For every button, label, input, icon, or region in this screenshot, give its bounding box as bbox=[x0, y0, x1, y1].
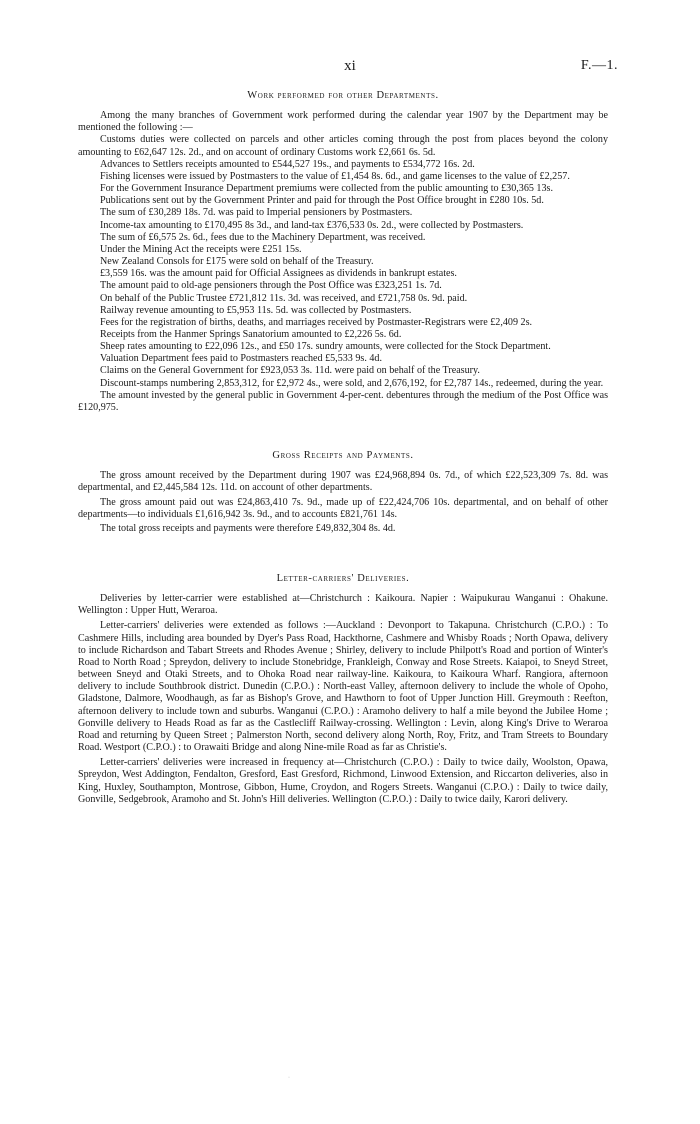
paragraph: Deliveries by letter-carrier were established at—Christchurch : Kaikoura. Napier : Waipukurau Wanganui : Ohakune. Wellington : Upper Hutt, Weraroa. bbox=[78, 593, 608, 617]
paragraph: Receipts from the Hanmer Springs Sanatorium amounted to £2,226 5s. 6d. bbox=[100, 328, 402, 340]
section-spacer bbox=[78, 414, 608, 450]
section-body bbox=[78, 470, 608, 535]
section-body bbox=[78, 593, 608, 806]
paragraph: £3,559 16s. was the amount paid for Official Assignees as dividends in bankrupt estates. bbox=[100, 268, 457, 280]
section-spacer bbox=[78, 537, 608, 573]
paragraph: On behalf of the Public Trustee £721,812 11s. 3d. was received, and £721,758 0s. 9d. paid. bbox=[100, 292, 468, 304]
paragraph: Claims on the General Government for £923,053 3s. 11d. were paid on behalf of the Treasury. bbox=[100, 365, 480, 377]
paragraph: Discount-stamps numbering 2,853,312, for £2,972 4s., were sold, and 2,676,192, for £2,787 14s., redeemed, during the year. bbox=[100, 377, 604, 389]
document-reference: F.—1. bbox=[580, 58, 618, 73]
paragraph: Letter-carriers' deliveries were extended as follows :—Auckland : Devonport to Takapuna. Christchurch (C.P.O.) : To Cashmere Hills, including area bounded by Dyer's Pass Road, Hackthorne, Cashmere and Whisby Roads ; North Opawa, delivery to include Richardson and Tabart Streets and Rhodes Avenue ; Shirley, delivery to include Philpott's Road and portion of Winter's Road to North Road ; Spreydon, delivery to include Stonebridge, Frankleigh, Conway and Rose Streets. Kaiapoi, to Sneyd Street, between Sneyd and Otaki Streets, and to Ohoka Road near railway-line. Kaikoura, to Kaikoura Wharf. Rangiora, afternoon delivery to include Southbrook district. Dunedin (C.P.O.) : North-east Valley, afternoon delivery to include the whole of Opoho, Gladstone, Dalmore, Woodhaugh, as far as Bishop's Grove, and Hawthorn to foot of Upper Junction Hill. Greymouth : Reefton, afternoon delivery to include town and suburbs. Wanganui (C.P.O.) : Aramoho delivery to half a mile beyond the Jubilee Home ; Gonville delivery to Heads Road as far as the Castlecliff Railway-crossing. Wellington : Levin, along King's Drive to Weraroa Road and returning by Queen Street ; Palmerston North, second delivery along North, Roy, Fritz, and Tram Streets to Boundary Road. Westport (C.P.O.) : to Orawaiti Bridge and along Nine-mile Road as far as Christie's. bbox=[78, 620, 608, 754]
paragraph: The total gross receipts and payments were therefore £49,832,304 8s. 4d. bbox=[100, 522, 396, 534]
paragraph: The amount paid to old-age pensioners through the Post Office was £323,251 1s. 7d. bbox=[100, 280, 442, 292]
paragraph: The gross amount received by the Department during 1907 was £24,968,894 0s. 7d., of which £22,523,309 7s. 8d. was departmental, and £2,445,584 12s. 11d. on account of other departments. bbox=[78, 470, 608, 494]
section-letter-carriers bbox=[78, 573, 608, 806]
paragraph: Customs duties were collected on parcels and other articles coming through the post from places beyond the colony amounting to £62,647 12s. 2d., and on account of ordinary Customs work £2,661 6s. 5d. bbox=[78, 134, 608, 158]
paragraph: The gross amount paid out was £24,863,410 7s. 9d., made up of £22,424,706 10s. departmental, and on behalf of other departments—to individuals £1,616,942 3s. 9d., and to accounts £821,761 14s. bbox=[78, 496, 608, 520]
paragraph: For the Government Insurance Department premiums were collected from the public amounting to £30,365 13s. bbox=[100, 183, 553, 195]
paragraph: The amount invested by the general public in Government 4-per-cent. debentures through the medium of the Post Office was £120,975. bbox=[78, 389, 608, 413]
paragraph: New Zealand Consols for £175 were sold on behalf of the Treasury. bbox=[100, 256, 374, 268]
paragraph: Letter-carriers' deliveries were increased in frequency at—Christchurch (C.P.O.) : Daily to twice daily, Woolston, Opawa, Spreydon, West Addington, Fendalton, Gresford, East Gresford, Richmond, Linwood Extension, and Riccarton deliveries, also in King, Huxley, Southampton, Montrose, Gibbon, Hume, Croydon, and Rogers Streets. Wanganui (C.P.O.) : Daily to twice daily, Gonville, Sedgebrook, Aramoho and St. John's Hill deliveries. Wellington (C.P.O.) : Daily to twice daily, Karori delivery. bbox=[78, 757, 608, 805]
paragraph: Valuation Department fees paid to Postmasters reached £5,533 9s. 4d. bbox=[100, 353, 382, 365]
section-body bbox=[78, 110, 608, 414]
scan-mark: · bbox=[288, 1075, 290, 1081]
paragraph: The sum of £30,289 18s. 7d. was paid to Imperial pensioners by Postmasters. bbox=[100, 207, 413, 219]
section-title: Letter-carriers' Deliveries. bbox=[276, 573, 410, 584]
paragraph: Under the Mining Act the receipts were £251 15s. bbox=[100, 243, 302, 255]
section-title: Work performed for other Departments. bbox=[247, 90, 439, 101]
paragraph: Fishing licenses were issued by Postmasters to the value of £1,454 8s. 6d., and game licenses to the value of £2,257. bbox=[100, 170, 570, 182]
page-content bbox=[78, 90, 608, 809]
section-gross-receipts bbox=[78, 450, 608, 535]
paragraph: Advances to Settlers receipts amounted to £544,527 19s., and payments to £534,772 16s. 2d. bbox=[100, 158, 475, 170]
paragraph: Among the many branches of Government work performed during the calendar year 1907 by the Department may be mentioned the following :— bbox=[78, 110, 608, 134]
section-title: Gross Receipts and Payments. bbox=[272, 450, 414, 462]
paragraph: Fees for the registration of births, deaths, and marriages received by Postmaster-Registrars were £2,409 2s. bbox=[100, 316, 533, 328]
paragraph: Sheep rates amounting to £22,096 12s., and £50 17s. sundry amounts, were collected for the Stock Department. bbox=[100, 341, 551, 353]
paragraph: The sum of £6,575 2s. 6d., fees due to the Machinery Department, was received. bbox=[100, 231, 426, 243]
paragraph: Railway revenue amounting to £5,953 11s. 5d. was collected by Postmasters. bbox=[100, 304, 412, 316]
section-work-for-other-departments bbox=[78, 90, 608, 414]
paragraph: Publications sent out by the Government Printer and paid for through the Post Office brought in £280 10s. 5d. bbox=[100, 195, 544, 207]
page-number: xi bbox=[344, 58, 356, 74]
paragraph: Income-tax amounting to £170,495 8s 3d., and land-tax £376,533 0s. 2d., were collected by Postmasters. bbox=[100, 219, 524, 231]
